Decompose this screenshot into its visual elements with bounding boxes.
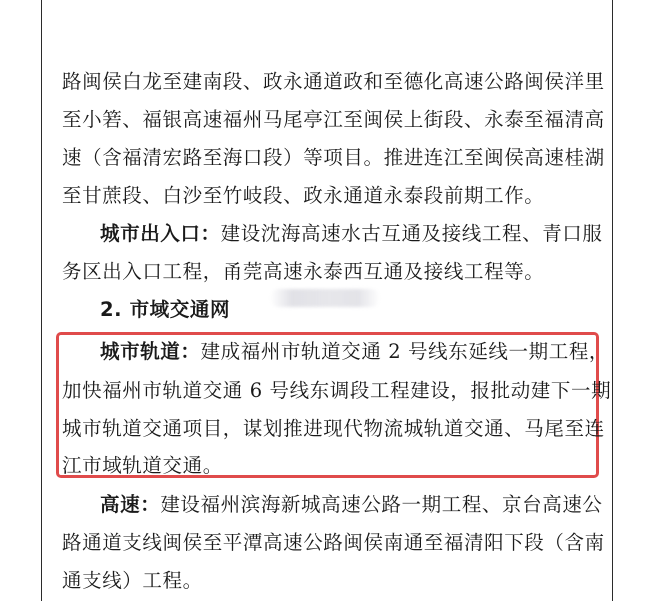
highway-paragraph-start <box>100 492 603 518</box>
rail-heading: 城市轨道： <box>100 340 201 363</box>
highway-text: 建设福州滨海新城高速公路一期工程、京台高速公 <box>160 493 603 516</box>
page-left-border <box>41 0 42 601</box>
city-entrance-heading: 城市出入口： <box>100 222 221 245</box>
page-right-border <box>612 0 613 601</box>
text-line-3: 速（含福清宏路至海口段）等项目。推进连江至闽侯高速桂湖 <box>62 146 605 169</box>
city-entrance-text: 建设沈海高速水古互通及接线工程、青口服 <box>220 222 603 245</box>
blurred-watermark <box>270 289 380 307</box>
highway-line-3: 通支线）工程。 <box>62 569 203 592</box>
section-title: 2. 市域交通网 <box>100 298 231 321</box>
text-line-2: 至小箬、福银高速福州马尾亭江至闽侯上街段、永泰至福清高 <box>62 108 605 131</box>
highway-line-2: 路通道支线闽侯至平潭高速公路闽侯南通至福清阳下段（含南 <box>62 531 605 554</box>
text-line-1: 路闽侯白龙至建南段、政永通道政和至德化高速公路闽侯洋里 <box>62 70 605 93</box>
highway-heading: 高速： <box>100 493 161 516</box>
city-entrance-paragraph-start <box>100 221 603 247</box>
rail-paragraph-start <box>100 339 609 365</box>
rail-line-3: 城市轨道交通项目，谋划推进现代物流城轨道交通、马尾至连 <box>62 417 605 440</box>
text-line-4: 至甘蔗段、白沙至竹岐段、政永通道永泰段前期工作。 <box>62 184 545 207</box>
rail-line-2: 加快福州市轨道交通 6 号线东调段工程建设，报批动建下一期 <box>62 379 612 402</box>
city-entrance-line-2: 务区出入口工程，甬莞高速永泰西互通及接线工程等。 <box>62 260 545 283</box>
rail-text: 建成福州市轨道交通 2 号线东延线一期工程， <box>200 340 610 363</box>
rail-line-4: 江市域轨道交通。 <box>62 454 223 477</box>
